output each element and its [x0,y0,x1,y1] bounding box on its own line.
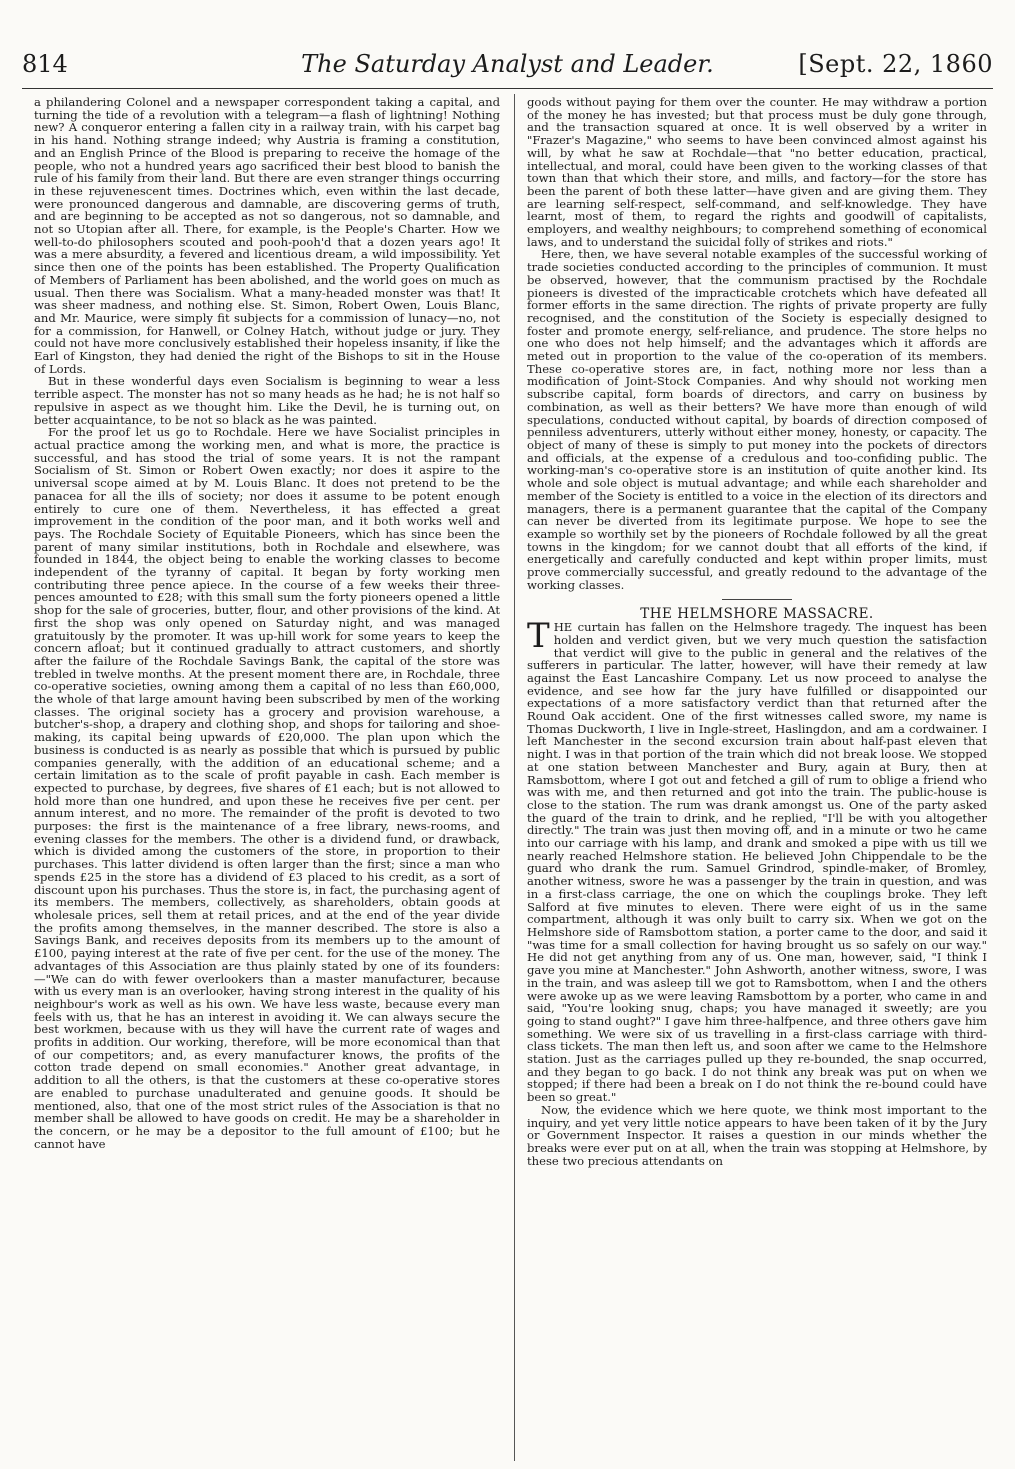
article-first-paragraph [527,616,987,1105]
right-paragraph-2: Here, then, we have several notable examples of the successful working of trade societies conducted according to the principles of communion. It must be observed, however, that the communism practised by the Rochdale pioneers is divested of the impracticable crotchets which have defeated all former efforts in the same direction. The rights of private property are fully recognised, and the constitution of the Society is especially designed to foster and promote energy, self-reliance, and prudence. The store helps no one who does not help himself; and the advantages which it affords are meted out in proportion to the value of the co-operation of its members. These co-operative stores are, in fact, nothing more nor less than a modification of Joint-Stock Companies. And why should not working men subscribe capital, form boards of directors, and carry on business by combination, as well as their betters? We have more than enough of wild speculations, conducted without capital, by boards of direction composed of penniless adventurers, utterly without either money, honesty, or capacity. The object of many of these is simply to put money into the pockets of directors and officials, at the expense of a credulous and too-confiding public. The working-man's co-operative store is an institution of quite another kind. Its whole and sole object is mutual advantage; and while each shareholder and member of the Society is entitled to a voice in the election of its directors and managers, there is a permanent guarantee that the capital of the Company can never be diverted from its legitimate purpose. We hope to see the example so worthily set by the pioneers of Rochdale followed by all the great towns in the kingdom; for we cannot doubt that all efforts of the kind, if energetically and carefully conducted and kept within proper limits, must prove commercially successful, and greatly redound to the advantage of the working classes. [527,247,987,592]
column-divider [514,94,515,1461]
right-paragraph-1: goods without paying for them over the counter. He may withdraw a portion of the money he has invested; but that process must be duly gone through, and the transaction squared at once. It is well observed by a writer in "Frazer's Magazine," who seems to have been convinced almost against his will, by what he saw at Rochdale—that "no better education, practical, intellectual, and moral, could have been given to the working classes of that town than that which their store, and mills, and factory—for the store has been the parent of both these latter—have given and are giving them. They are learning self-respect, self-command, and self-knowledge. They have learnt, most of them, to regard the rights and goodwill of capitalists, employers, and wealthy neighbours; to comprehend something of economical laws, and to understand the suicidal folly of strikes and riots." [527,96,987,249]
page-number: 814 [22,50,68,78]
page-header [22,48,993,89]
left-paragraph-2: But in these wonderful days even Socialism is beginning to wear a less terrible aspect. The monster has not so many heads as he had; he is not half so repulsive in aspect as we thought him. Like the Devil, he is turning out, on better acquaintance, to be not so black as he was painted. [34,374,500,427]
section-separator [722,599,792,600]
left-paragraph-1: a philandering Colonel and a newspaper correspondent taking a capital, and turning the tide of a revolution with a telegram—a flash of lightning! Nothing new? A conqueror entering a fallen city in a railway train, with his carpet bag in his hand. Nothing strange indeed; why Austria is framing a constitution, and an English Prince of the Blood is preparing to receive the homage of the people, who not a hundred years ago sacrificed their best blood to banish the rule of his family from their land. But there are even stranger things occurring in these rejuvenescent times. Doctrines which, even within the last decade, were pronounced dangerous and damnable, are discovering germs of truth, and are beginning to be accepted as not so dangerous, not so damnable, and not so Utopian after all. There, for example, is the People's Charter. How we well-to-do philosophers scouted and pooh-pooh'd that a dozen years ago! It was a mere absurdity, a fevered and licentious dream, a wild impossibility. Yet since then one of the points has been established. The Property Qualification of Members of Parliament has been abolished, and the world goes on much as usual. Then there was Socialism. What a many-headed monster was that! It was sheer madness, and nothing else. St. Simon, Robert Owen, Louis Blanc, and Mr. Maurice, were simply fit subjects for a commission of lunacy—no, not for a commission, for Hanwell, or Colney Hatch, without judge or jury. They could not have more conclusively established their hopeless insanity, if like the Earl of Kingston, they had denied the right of the Bishops to sit in the House of Lords. [34,96,500,376]
right-column [527,96,987,1461]
article-last-paragraph: Now, the evidence which we here quote, we think most important to the inquiry, and yet very little notice appears to have been taken of it by the Jury or Government Inspector. It raises a question in our minds whether the breaks were ever put on at all, when the train was stopping at Helmshore, by these two precious attendants on [527,1102,987,1168]
publication-title: The Saturday Analyst and Leader. [301,50,714,78]
drop-cap: T [527,616,550,657]
left-paragraph-3: For the proof let us go to Rochdale. Here we have Socialist principles in actual practice among the working men, and what is more, the practice is successful, and has stood the trial of some years. It is not the rampant Socialism of St. Simon or Robert Owen exactly; nor does it aspire to the universal scope aimed at by M. Louis Blanc. It does not pretend to be the panacea for all the ills of society; nor does it assume to be potent enough entirely to cure one of them. Nevertheless, it has effected a great improvement in the condition of the poor man, and it both works well and pays. The Rochdale Society of Equitable Pioneers, which has since been the parent of many similar institutions, both in Rochdale and elsewhere, was founded in 1844, the object being to enable the working classes to become independent of the tyranny of capital. It began by forty working men contributing three pence apiece. In the course of a few weeks their three-pences amounted to £28; with this small sum the forty pioneers opened a little shop for the sale of groceries, butter, flour, and other provisions of the kind. At first the shop was only opened on Saturday night, and was managed gratuitously by the promoter. It was up-hill work for some years to keep the concern afloat; but it continued gradually to attract customers, and shortly after the failure of the Rochdale Savings Bank, the capital of the store was trebled in twelve months. At the present moment there are, in Rochdale, three co-operative societies, owning among them a capital of no less than £60,000, the whole of that large amount having been subscribed by men of the working classes. The original society has a grocery and provision warehouse, a butcher's-shop, a drapery and clothing shop, and shops for tailoring and shoe-making, its capital being upwards of £20,000. The plan upon which the business is conducted is as nearly as possible that which is pursued by public companies generally, with the addition of an educational scheme; and a certain limitation as to the scale of profit payable in cash. Each member is expected to purchase, by degrees, five shares of £1 each; but is not allowed to hold more than one hundred, and upon these he receives five per cent. per annum interest, and no more. The remainder of the profit is devoted to two purposes: the first is the maintenance of a free library, news-rooms, and evening classes for the members. The other is a dividend fund, or drawback, which is divided among the customers of the store, in proportion to their purchases. This latter dividend is often larger than the first; since a man who spends £25 in the store has a dividend of £3 placed to his credit, as a sort of discount upon his purchases. Thus the store is, in fact, the purchasing agent of its members. The members, collectively, as shareholders, obtain goods at wholesale prices, sell them at retail prices, and at the end of the year divide the profits among themselves, in the manner described. The store is also a Savings Bank, and receives deposits from its members up to the amount of £100, paying interest at the rate of five per cent. for the use of the money. The advantages of this Association are thus plainly stated by one of its founders:—"We can do with fewer overlookers than a master manufacturer, because with us every man is an overlooker, having strong interest in the quality of his neighbour's work as well as his own. We have less waste, because every man feels with us, that he has an interest in avoiding it. We can always secure the best workmen, because with us they will have the current rate of wages and profits in addition. Our working, therefore, will be more economical than that of our competitors; and, as every manufacturer knows, the profits of the cotton trade depend on small economies." Another great advantage, in addition to all the others, is that the customers at these co-operative stores are enabled to purchase unadulterated and genuine goods. It should be mentioned, also, that one of the most strict rules of the Association is that no member shall be allowed to have goods on credit. He may be a shareholder in the concern, or he may be a depositor to the full amount of £100; but he cannot have [34,425,500,1151]
article-first-paragraph-text: HE curtain has fallen on the Helmshore tragedy. The inquest has been holden and verdict given, but we very much question the satisfaction that verdict will give to the public in general and the relatives of the sufferers in particular. The latter, however, will have their remedy at law against the East Lancashire Company. Let us now proceed to analyse the evidence, and see how far the jury have fulfilled or disappointed our expectations of a more satisfactory verdict than that returned after the Round Oak accident. One of the first witnesses called swore, my name is Thomas Duckworth, I live in Ingle-street, Haslingdon, and am a cordwainer. I left Manchester in the second excursion train about half-past eleven that night. I was in that portion of the train which did not break loose. We stopped at one station between Manchester and Bury, again at Bury, then at Ramsbottom, where I got out and fetched a gill of rum to oblige a friend who was with me, and then returned and got into the train. The public-house is close to the station. The rum was drank amongst us. One of the party asked the guard of the train to drink, and he replied, "I'll be with you altogether directly." The train was just then moving off, and in a minute or two he came into our carriage with his lamp, and drank and smoked a pipe with us till we nearly reached Helmshore station. He believed John Chippendale to be the guard who drank the rum. Samuel Grindrod, spindle-maker, of Bromley, another witness, swore he was a passenger by the train in question, and was in a first-class carriage, the one on which the couplings broke. They left Salford at five minutes to eleven. There were eight of us in the same compartment, although it was only built to carry six. When we got on the Helmshore side of Ramsbottom station, a porter came to the door, and said it "was time for a small collection for having brought us so safely on our way." He did not get anything from any of us. One man, however, said, "I think I gave you mine at Manchester." John Ashworth, another witness, swore, I was in the train, and was asleep till we got to Ramsbottom, when I and the others were awoke up as we were leaving Ramsbottom by a porter, who came in and said, "You're looking snug, chaps; you have managed it sweetly; are you going to stand ought?" I gave him three-halfpence, and three others gave him something. We were six of us travelling in a first-class carriage with third-class tickets. The man then left us, and soon after we came to the Helmshore station. Just as the carriages pulled up they re-bounded, the snap occurred, and they began to go back. I do not think any break was put on when we stopped; if there had been a break on I do not think the re-bound could have been so great." [527,620,987,1105]
left-column [34,96,500,1461]
article-heading: THE HELMSHORE MASSACRE. [640,606,874,623]
issue-date: [Sept. 22, 1860 [798,50,993,78]
